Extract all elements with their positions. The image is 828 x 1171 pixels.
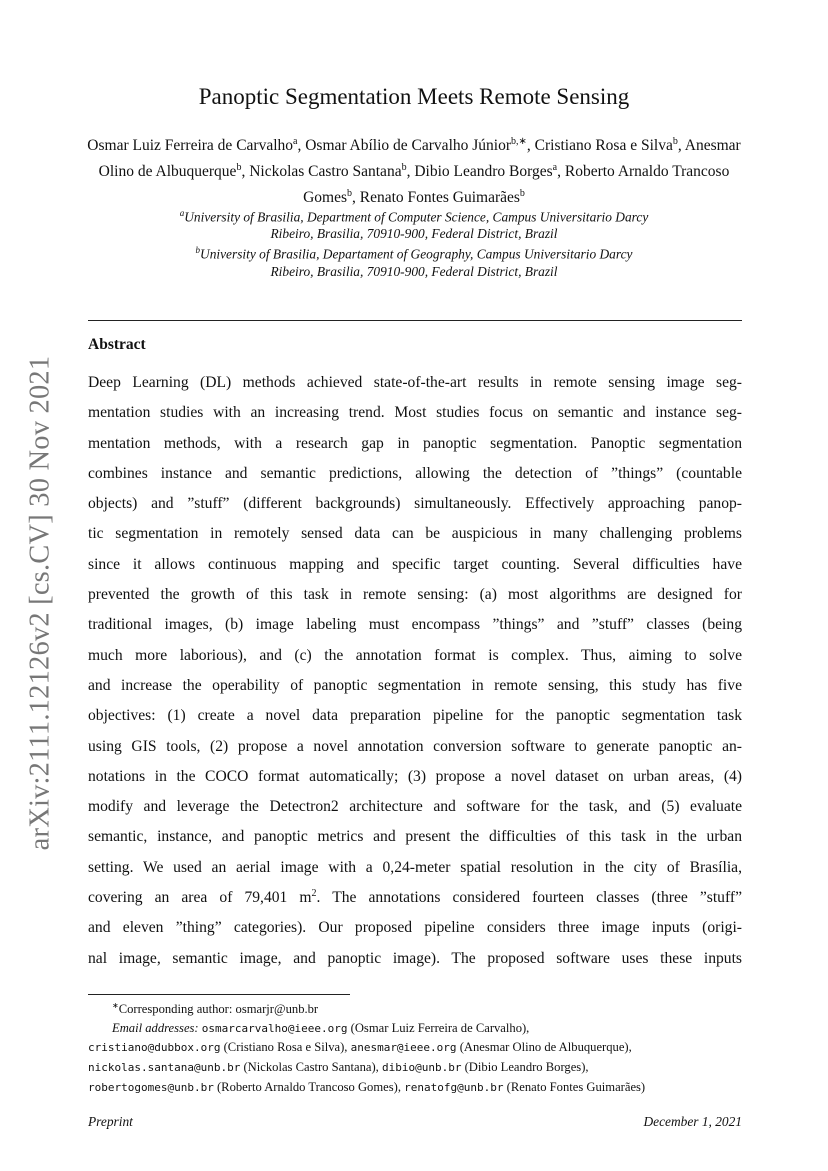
abstract-line: modify and leverage the Detectron2 architecture and software for the task, and (5) evaluate xyxy=(88,798,742,816)
email-address[interactable]: robertogomes@unb.br xyxy=(88,1080,214,1094)
abstract-line: objectives: (1) create a novel data preparation pipeline for the panoptic segmentation task xyxy=(88,707,742,725)
abstract-line: and eleven ”thing” categories). Our proposed pipeline considers three image inputs (origi- xyxy=(88,919,742,937)
corresponding-author-note xyxy=(88,997,748,1019)
author-list: Osmar Luiz Ferreira de Carvalho$^a$, Osmar Abílio de Carvalho Júnior$^{b,∗}$, Cristiano Rosa e Silva$^b$, Anesmar Olino de Albuquerque$^b$, Nickolas Castro Santana$^b$, Dibio Leandro Borges$^a$, Roberto Arnaldo Trancoso Gomes$^b$, Renato Fontes Guimarães$^b$ xyxy=(87,136,741,207)
affiliation-b-continued: Ribeiro, Brasilia, 70910-900, Federal District, Brazil xyxy=(270,263,558,279)
abstract-line: objects) and ”stuff” (different backgrounds) simultaneously. Effectively approaching panop- xyxy=(88,495,742,513)
email-address[interactable]: osmarcarvalho@ieee.org xyxy=(201,1021,348,1035)
abstract-line: setting. We used an aerial image with a 0,24-meter spatial resolution in the city of Brasília, xyxy=(88,858,742,876)
abstract-line: using GIS tools, (2) propose a novel annotation conversion software to generate panoptic an- xyxy=(88,737,742,755)
abstract-text: covering an area of 79,401 m xyxy=(88,889,312,907)
email-owner: (Roberto Arnaldo Trancoso Gomes), xyxy=(213,1079,405,1094)
arxiv-identifier xyxy=(20,355,60,851)
email-line xyxy=(88,1078,748,1098)
affiliation-b xyxy=(120,242,708,262)
abstract-line: semantic, instance, and panoptic metrics and present the difficulties of this task in the urban xyxy=(88,828,742,846)
footnote-marker: ∗ xyxy=(112,1001,119,1010)
abstract-line: nal image, semantic image, and panoptic image). The proposed software uses these inputs xyxy=(88,949,742,967)
affiliation-text: University of Brasilia, Department of Computer Science, Campus Universitario Darcy xyxy=(184,209,649,225)
affiliation-text: University of Brasilia, Departament of Geography, Campus Universitario Darcy xyxy=(200,246,633,262)
abstract-line: prevented the growth of this task in remote sensing: (a) most algorithms are designed for xyxy=(88,586,742,604)
email-owner: (Cristiano Rosa e Silva), xyxy=(220,1040,351,1055)
abstract-line: and increase the operability of panoptic segmentation in remote sensing, this study has five xyxy=(88,676,742,694)
corresponding-author-text: Corresponding author: osmarjr@unb.br xyxy=(118,1002,319,1017)
author-affiliation-marker: a xyxy=(293,136,298,147)
abstract-line: mentation methods, with a research gap in panoptic segmentation. Panoptic segmentation xyxy=(88,434,742,452)
affiliation-marker: a xyxy=(179,208,185,218)
abstract-line: tic segmentation in remotely sensed data can be auspicious in many challenging problems xyxy=(88,525,742,543)
author-name: Roberto Arnaldo Trancoso Gomes xyxy=(303,163,730,207)
abstract-text: . The annotations considered fourteen classes (three ”stuff” xyxy=(316,889,742,907)
footnote-divider xyxy=(88,994,350,995)
email-owner: (Osmar Luiz Ferreira de Carvalho), xyxy=(347,1020,530,1035)
author-affiliation-marker: b xyxy=(347,188,353,200)
abstract-line: since it allows continuous mapping and specific target counting. Several difficulties have xyxy=(88,555,742,573)
affiliation-a xyxy=(120,205,708,225)
author-name: Nickolas Castro Santana xyxy=(249,163,402,181)
email-address[interactable]: nickolas.santana@unb.br xyxy=(88,1060,241,1074)
abstract-line: much more laborious), and (c) the annotation format is complex. Thus, aiming to solve xyxy=(88,646,742,664)
page-footer xyxy=(88,1114,742,1130)
author-affiliation-marker: b xyxy=(401,162,407,174)
superscript: 2 xyxy=(311,887,317,899)
author-name: Osmar Abílio de Carvalho Júnior xyxy=(305,137,511,155)
email-address[interactable]: anesmar@ieee.org xyxy=(350,1041,457,1055)
author-name: Cristiano Rosa e Silva xyxy=(534,137,673,155)
email-line xyxy=(88,1038,748,1058)
abstract-line xyxy=(88,883,742,913)
author-affiliation-marker: b xyxy=(519,188,525,200)
abstract-line: Deep Learning (DL) methods achieved state-of-the-art results in remote sensing image seg- xyxy=(88,374,742,391)
email-label: Email addresses: xyxy=(112,1020,199,1035)
email-line xyxy=(88,1058,748,1078)
author-name: Renato Fontes Guimarães xyxy=(359,189,520,207)
affiliation-a-continued: Ribeiro, Brasilia, 70910-900, Federal District, Brazil xyxy=(270,226,558,242)
email-address[interactable]: dibio@unb.br xyxy=(381,1060,462,1074)
affiliation-marker: b xyxy=(195,245,201,256)
email-address[interactable]: renatofg@unb.br xyxy=(404,1080,504,1094)
abstract-line: notations in the COCO format automatically; (3) propose a novel dataset on urban areas, (4) xyxy=(88,767,742,785)
footer-preprint-label: Preprint xyxy=(88,1114,133,1129)
abstract-line: mentation studies with an increasing trend. Most studies focus on semantic and instance seg- xyxy=(88,404,742,422)
affiliations xyxy=(120,205,708,280)
author-affiliation-marker: b xyxy=(236,162,242,174)
author-affiliation-marker: b,∗ xyxy=(511,136,527,147)
abstract-heading: Abstract xyxy=(88,336,146,353)
email-owner: (Renato Fontes Guimarães) xyxy=(503,1079,646,1094)
abstract-body xyxy=(88,368,742,974)
email-owner: (Dibio Leandro Borges), xyxy=(461,1059,589,1074)
paper-title: Panoptic Segmentation Meets Remote Sensing xyxy=(198,84,630,109)
section-divider xyxy=(88,320,742,321)
email-address[interactable]: cristiano@dubbox.org xyxy=(88,1041,221,1055)
email-line xyxy=(88,1019,748,1039)
footer-date: December 1, 2021 xyxy=(643,1114,742,1129)
arxiv-identifier-text: arXiv:2111.12126v2 [cs.CV] 30 Nov 2021 xyxy=(24,355,56,851)
author-name: Dibio Leandro Borges xyxy=(414,163,553,181)
abstract-line: traditional images, (b) image labeling must encompass ”things” and ”stuff” classes (being xyxy=(88,616,742,634)
author-affiliation-marker: b xyxy=(672,136,678,147)
email-owner: (Nickolas Castro Santana), xyxy=(240,1059,382,1074)
author-affiliation-marker: a xyxy=(552,162,558,174)
email-owner: (Anesmar Olino de Albuquerque), xyxy=(456,1040,632,1055)
author-name: Anesmar Olino de Albuquerque xyxy=(98,137,741,181)
author-name: Osmar Luiz Ferreira de Carvalho xyxy=(87,137,294,155)
footnote xyxy=(88,997,748,1097)
abstract-line: combines instance and semantic predictions, allowing the detection of ”things” (countable xyxy=(88,464,742,482)
